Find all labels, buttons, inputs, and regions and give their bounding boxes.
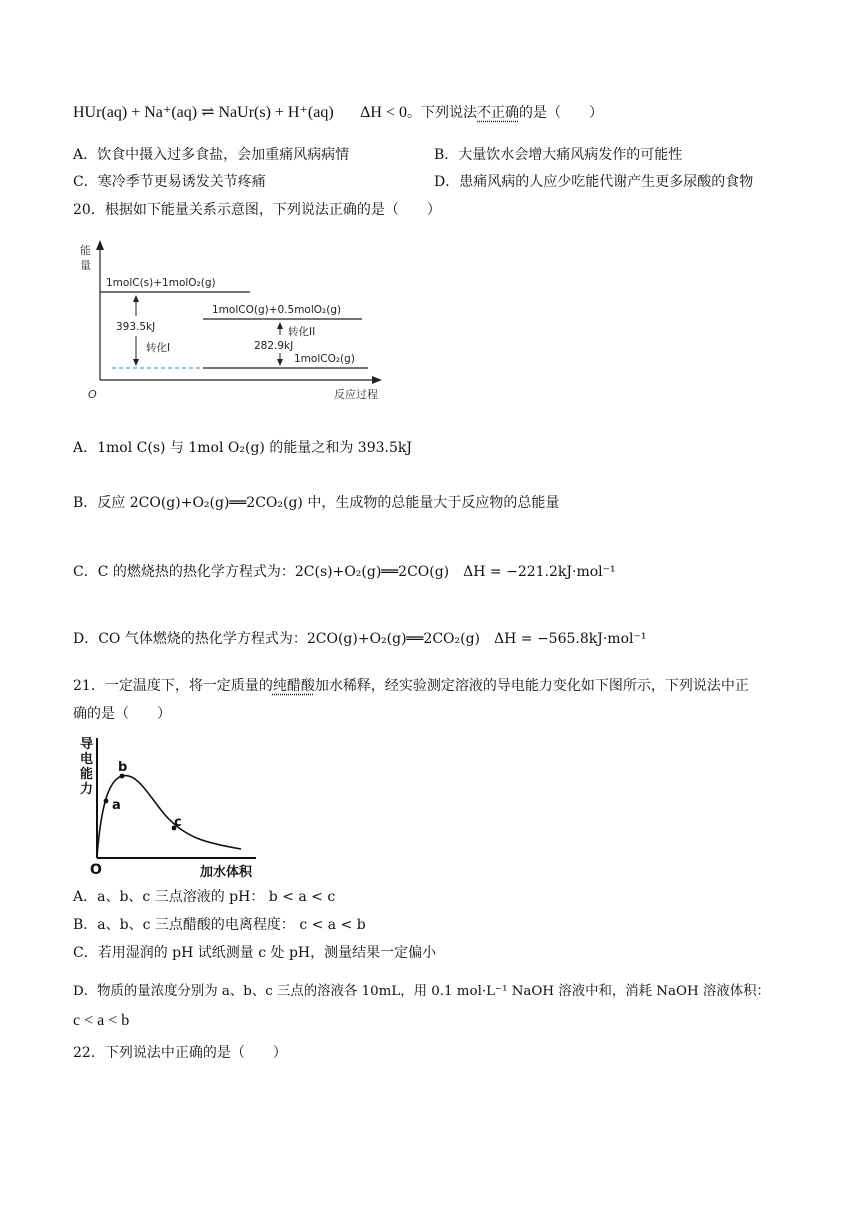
q20-stem: 20．根据如下能量关系示意图，下列说法正确的是（ ） [73, 202, 441, 218]
q20-option-d[interactable]: D．CO 气体燃烧的热化学方程式为：2CO(g)+O₂(g)══2CO₂(g) ΔH = −565.8kJ·mol⁻¹ [73, 631, 647, 647]
q20-level-top-label: 1molC(s)+1molO₂(g) [106, 277, 216, 289]
q20-y-axis-arrow [96, 240, 104, 250]
q21-x-axis-label: 加水体积 [200, 865, 253, 880]
q21-option-c[interactable]: C．若用湿润的 pH 试纸测量 c 处 pH，测量结果一定偏小 [73, 945, 437, 961]
q21-option-b[interactable]: B．a、b、c 三点醋酸的电离程度： c < a < b [73, 917, 366, 933]
q20-option-b[interactable]: B．反应 2CO(g)+O₂(g)══2CO₂(g) 中，生成物的总能量大于反应物的总能量 [73, 495, 560, 511]
q20-option-a[interactable]: A．1mol C(s) 与 1mol O₂(g) 的能量之和为 393.5kJ [73, 440, 412, 456]
q19-prompt-emphasis: 不正确 [477, 105, 520, 121]
q22-stem: 22．下列说法中正确的是（ ） [73, 1045, 287, 1061]
q21-point-b-label: b [118, 760, 128, 775]
q20-arrow-1-up-head [133, 295, 139, 302]
q20-value-2: 282.9kJ [254, 340, 294, 352]
q21-origin-label: O [90, 862, 102, 878]
q21-stem-line-1 [73, 675, 749, 695]
q19-equation: HUr(aq) + Na⁺(aq) ⇌ NaUr(s) + H⁺(aq) [73, 104, 334, 121]
q21-stem-prefix: 21．一定温度下，将一定质量的 [73, 678, 273, 694]
q21-curve [97, 776, 241, 856]
q20-option-c[interactable]: C．C 的燃烧热的热化学方程式为：2C(s)+O₂(g)══2CO(g) ΔH = −221.2kJ·mol⁻¹ [73, 564, 616, 580]
q20-x-axis-arrow [372, 376, 382, 384]
q20-x-axis-label: 反应过程 [334, 388, 378, 401]
q21-option-d-line-2: c < a < b [73, 1012, 130, 1029]
q20-energy-diagram [72, 238, 392, 404]
q21-option-d-line-1[interactable]: D．物质的量浓度分别为 a、b、c 三点的溶液各 10mL，用 0.1 mol·L⁻¹ NaOH 溶液中和，消耗 NaOH 溶液体积： [73, 984, 770, 999]
q20-level-bottom-label: 1molCO₂(g) [294, 353, 355, 365]
q20-arrow-1-down-head [133, 359, 139, 366]
q19-equation-line [73, 102, 603, 122]
q19-option-d[interactable]: D．患痛风病的人应少吃能代谢产生更多尿酸的食物 [434, 174, 754, 190]
q20-conversion-2: 转化II [288, 326, 316, 338]
q19-option-c[interactable]: C．寒冷季节更易诱发关节疼痛 [73, 174, 266, 190]
q19-prompt-suffix: 的是（ ） [519, 105, 604, 121]
q19-prompt-prefix: 。下列说法 [407, 105, 478, 121]
q21-stem-suffix: 加水稀释，经实验测定溶液的导电能力变化如下图所示，下列说法中正 [314, 678, 749, 694]
q20-arrow-2-up-head [277, 322, 283, 329]
q21-point-c-label: c [174, 815, 182, 830]
q21-conductivity-graph [76, 728, 272, 880]
q20-value-1: 393.5kJ [116, 321, 156, 333]
q19-delta: ΔH < 0 [360, 104, 408, 121]
q21-y-axis-label: 导电能力 [80, 737, 94, 797]
q20-level-mid-label: 1molCO(g)+0.5molO₂(g) [212, 304, 342, 316]
q21-point-a [104, 799, 109, 804]
q19-option-a[interactable]: A．饮食中摄入过多食盐，会加重痛风病病情 [73, 147, 350, 163]
q20-origin-label: O [88, 388, 97, 401]
q20-conversion-1: 转化I [146, 342, 171, 354]
q20-arrow-2-down-head [277, 359, 283, 366]
q21-stem-emphasis: 纯醋酸 [272, 678, 315, 694]
q19-option-b[interactable]: B．大量饮水会增大痛风病发作的可能性 [434, 147, 683, 163]
q21-point-a-label: a [112, 798, 121, 813]
q21-stem-line-2: 确的是（ ） [73, 706, 171, 722]
q21-option-a[interactable]: A．a、b、c 三点溶液的 pH： b < a < c [73, 889, 336, 905]
q20-y-axis-label: 能量 [80, 244, 91, 272]
